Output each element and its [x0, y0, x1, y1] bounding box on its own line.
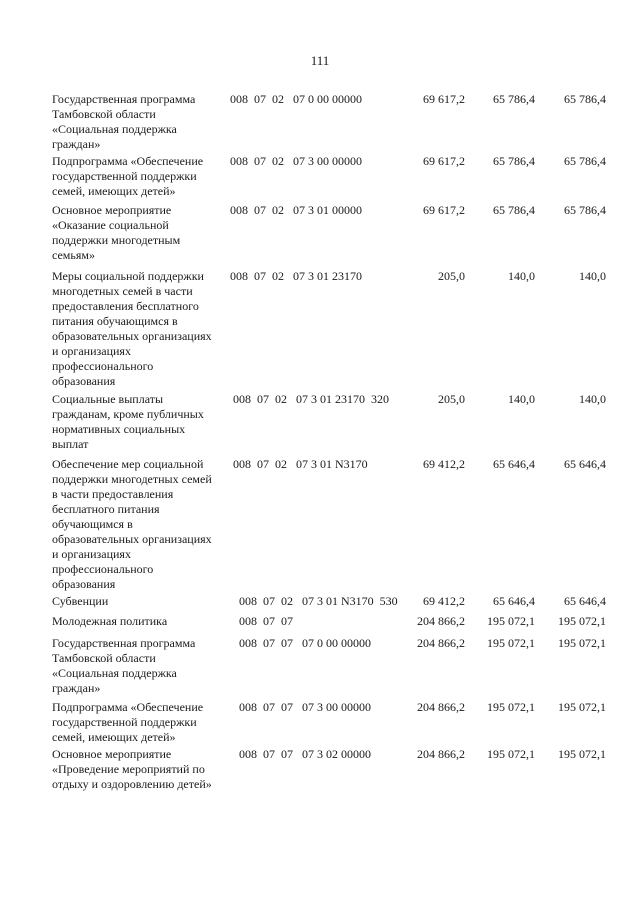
row-code: 008 07 07 07 0 00 00000 [230, 636, 371, 650]
row-name-line: «Социальная поддержка [52, 122, 177, 136]
row-name [52, 392, 232, 452]
row-name-line: Государственная программа [52, 636, 196, 650]
row-amount-v2025: 69 617,2 [423, 203, 465, 217]
row-name [52, 594, 232, 609]
row-name-line: государственной поддержки [52, 715, 197, 729]
row-name-line: Субвенции [52, 594, 109, 608]
row-amount-v2027: 65 646,4 [564, 594, 606, 608]
row-name-line: Подпрограмма «Обеспечение [52, 154, 204, 168]
row-amount-v2027: 195 072,1 [558, 747, 606, 761]
row-amount-v2026: 195 072,1 [487, 636, 535, 650]
row-amount-v2027: 195 072,1 [558, 700, 606, 714]
row-name-line: поддержки многодетных семей [52, 472, 212, 486]
row-name-line: Основное мероприятие [52, 747, 172, 761]
row-amount-v2026: 195 072,1 [487, 614, 535, 628]
row-name-line: Тамбовской области [52, 651, 156, 665]
row-amount-v2025: 205,0 [438, 269, 465, 283]
row-amount-v2025: 69 617,2 [423, 154, 465, 168]
row-name-line: отдыху и оздоровлению детей» [52, 777, 212, 791]
row-amount-v2026: 65 646,4 [493, 457, 535, 471]
row-name [52, 636, 232, 696]
row-name-line: «Проведение мероприятий по [52, 762, 205, 776]
row-code: 008 07 02 07 3 01 23170 [230, 269, 362, 283]
row-name-line: в части предоставления [52, 487, 174, 501]
row-amount-v2025: 204 866,2 [417, 747, 465, 761]
row-name-line: граждан» [52, 681, 101, 695]
row-name-line: Молодежная политика [52, 614, 168, 628]
row-amount-v2026: 65 786,4 [493, 154, 535, 168]
row-name-line: Государственная программа [52, 92, 196, 106]
row-name-line: питания обучающимся в [52, 314, 178, 328]
row-name-line: нормативных социальных [52, 422, 186, 436]
row-amount-v2027: 65 786,4 [564, 92, 606, 106]
row-name-line: и организациях [52, 344, 131, 358]
row-name-line: образовательных организациях [52, 329, 212, 343]
row-name-line: поддержки многодетным [52, 233, 181, 247]
row-amount-v2025: 69 412,2 [423, 457, 465, 471]
row-amount-v2025: 204 866,2 [417, 700, 465, 714]
row-name-line: Основное мероприятие [52, 203, 172, 217]
row-amount-v2026: 65 646,4 [493, 594, 535, 608]
row-amount-v2025: 204 866,2 [417, 614, 465, 628]
row-name-line: Обеспечение мер социальной [52, 457, 204, 471]
row-name-line: Подпрограмма «Обеспечение [52, 700, 204, 714]
row-name-line: многодетных семей в части [52, 284, 193, 298]
row-code: 008 07 02 07 3 01 N3170 [230, 457, 368, 471]
row-name-line: Тамбовской области [52, 107, 156, 121]
row-name-line: Социальные выплаты [52, 392, 164, 406]
row-name [52, 154, 232, 199]
row-name-line: предоставления бесплатного [52, 299, 199, 313]
row-code: 008 07 02 07 3 01 N3170 530 [230, 594, 398, 608]
row-amount-v2026: 195 072,1 [487, 747, 535, 761]
row-name-line: образовательных организациях [52, 532, 212, 546]
row-name-line: гражданам, кроме публичных [52, 407, 204, 421]
page-number: 111 [310, 53, 330, 68]
row-name-line: граждан» [52, 137, 101, 151]
row-amount-v2027: 65 646,4 [564, 457, 606, 471]
row-amount-v2026: 65 786,4 [493, 92, 535, 106]
row-amount-v2025: 205,0 [438, 392, 465, 406]
row-name [52, 203, 232, 263]
row-amount-v2026: 195 072,1 [487, 700, 535, 714]
row-name-line: «Оказание социальной [52, 218, 169, 232]
row-amount-v2026: 65 786,4 [493, 203, 535, 217]
row-code: 008 07 02 07 3 01 00000 [230, 203, 362, 217]
row-amount-v2025: 69 617,2 [423, 92, 465, 106]
row-name [52, 614, 232, 629]
row-amount-v2027: 195 072,1 [558, 614, 606, 628]
row-amount-v2027: 195 072,1 [558, 636, 606, 650]
row-code: 008 07 07 [230, 614, 293, 628]
row-name [52, 92, 232, 152]
row-name-line: профессионального [52, 562, 154, 576]
row-amount-v2027: 65 786,4 [564, 154, 606, 168]
row-name-line: семей, имеющих детей» [52, 730, 176, 744]
row-name-line: семьям» [52, 248, 95, 262]
row-code: 008 07 07 07 3 00 00000 [230, 700, 371, 714]
row-name-line: профессионального [52, 359, 154, 373]
row-name-line: Меры социальной поддержки [52, 269, 204, 283]
row-amount-v2025: 69 412,2 [423, 594, 465, 608]
row-name-line: выплат [52, 437, 89, 451]
row-name-line: «Социальная поддержка [52, 666, 177, 680]
row-code: 008 07 07 07 3 02 00000 [230, 747, 371, 761]
row-code: 008 07 02 07 0 00 00000 [230, 92, 362, 106]
row-amount-v2026: 140,0 [508, 392, 535, 406]
row-name [52, 457, 232, 592]
row-name-line: обучающимся в [52, 517, 133, 531]
row-amount-v2026: 140,0 [508, 269, 535, 283]
row-name [52, 269, 232, 389]
row-code: 008 07 02 07 3 00 00000 [230, 154, 362, 168]
row-name-line: бесплатного питания [52, 502, 160, 516]
row-amount-v2027: 65 786,4 [564, 203, 606, 217]
row-amount-v2027: 140,0 [579, 269, 606, 283]
row-code: 008 07 02 07 3 01 23170 320 [230, 392, 389, 406]
row-name-line: образования [52, 374, 116, 388]
row-name [52, 747, 232, 792]
row-name-line: семей, имеющих детей» [52, 184, 176, 198]
row-amount-v2025: 204 866,2 [417, 636, 465, 650]
row-name-line: образования [52, 577, 116, 591]
row-name [52, 700, 232, 745]
row-name-line: и организациях [52, 547, 131, 561]
row-name-line: государственной поддержки [52, 169, 197, 183]
row-amount-v2027: 140,0 [579, 392, 606, 406]
